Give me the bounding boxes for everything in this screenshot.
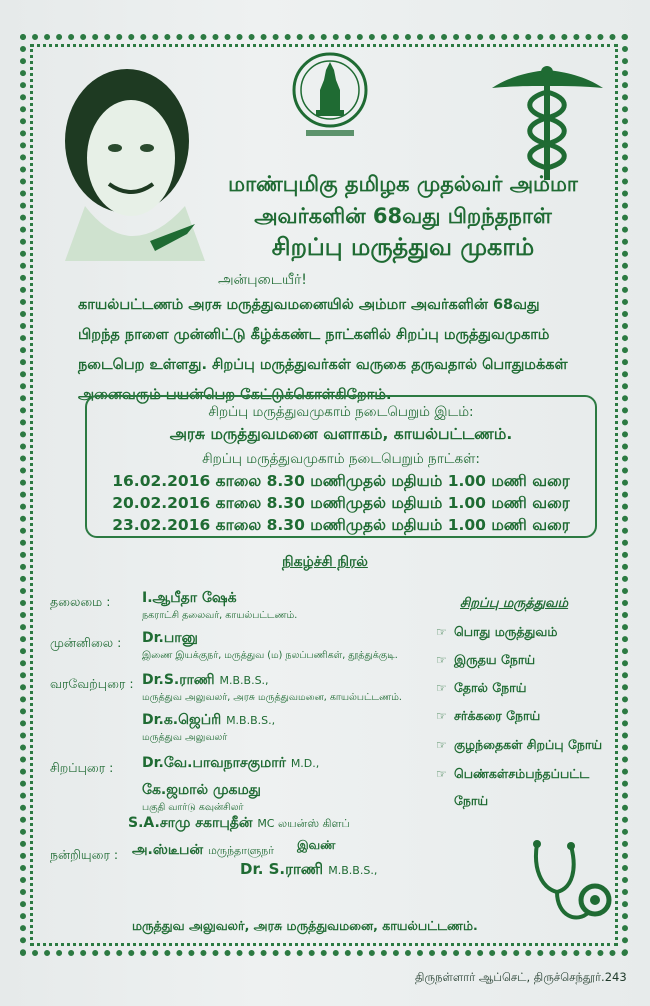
- lead-sub: இணை இயக்குநர், மருத்துவ (ம) நலப்பணிகள், தூத்துக்குடி.: [142, 650, 398, 661]
- specialty-item: [436, 652, 535, 669]
- doc2-sub: மருத்துவ அலுவலர்: [142, 732, 228, 743]
- specialty-item: [436, 624, 557, 641]
- guest2-sub: பகுதி வார்டு கவுன்சிலர்: [142, 802, 244, 813]
- doc2-name-text: Dr.க.ஜெப்ரி: [142, 712, 222, 728]
- pointing-hand-icon: ☞: [436, 653, 447, 667]
- intro-line: பிறந்த நாளை முன்னிட்டு கீழ்க்கண்ட நாட்களில் சிறப்பு மருத்துவமுகாம்: [78, 327, 550, 343]
- stethoscope-icon: [527, 838, 617, 930]
- welcome-sub: மருத்துவ அலுவலர், அரசு மருத்துவமனை, காயல்பட்டணம்.: [142, 692, 402, 703]
- header-title: சிறப்பு மருத்துவ முகாம்: [271, 233, 535, 261]
- specialty-label: தோல் நோய்: [454, 680, 527, 695]
- signature-degree: M.B.B.S.,: [328, 864, 378, 877]
- signature-by: இவண்: [297, 838, 336, 852]
- specialties-title: சிறப்பு மருத்துவம்: [460, 596, 569, 611]
- thanks-name: [132, 842, 274, 860]
- special-role: சிறப்புரை :: [50, 760, 114, 775]
- guest3-name-text: S.A.சாமு சகாபுதீன்: [128, 815, 253, 831]
- intro-line: நடைபெற உள்ளது. சிறப்பு மருத்துவர்கள் வருகை தருவதால் பொதுமக்கள்: [78, 357, 568, 373]
- welcome-name-text: Dr.S.ராணி: [142, 672, 215, 688]
- greeting: அன்புடையீர்!: [218, 272, 307, 288]
- program-title: நிகழ்ச்சி நிரல்: [282, 554, 368, 570]
- specialty-label: சர்க்கரை நோய்: [454, 708, 541, 723]
- thanks-sub: மருந்தாளுநர்: [207, 844, 274, 857]
- press-credit: திருநள்ளார் ஆப்செட், திருச்செந்தூர்.243: [415, 970, 627, 984]
- pointing-hand-icon: ☞: [436, 625, 447, 639]
- lead-role: முன்னிலை :: [50, 635, 122, 650]
- specialty-label: குழந்தைகள் சிறப்பு நோய்: [454, 737, 603, 752]
- signature-name-text: Dr. S.ராணி: [240, 860, 324, 878]
- doc2-degree: M.B.B.S.,: [226, 714, 276, 727]
- pointing-hand-icon: ☞: [436, 738, 447, 752]
- specialty-item: [436, 766, 589, 783]
- intro-line: காயல்பட்டணம் அரசு மருத்துவமனையில் அம்மா அவர்களின் 68வது: [78, 297, 540, 313]
- venue-label: சிறப்பு மருத்துவமுகாம் நடைபெறும் இடம்:: [208, 404, 474, 420]
- special-name: [142, 755, 319, 773]
- thanks-name-text: அ.ஸ்டீபன்: [132, 842, 204, 858]
- welcome-degree: M.B.B.S.,: [219, 674, 269, 687]
- venue: அரசு மருத்துவமனை வளாகம், காயல்பட்டணம்.: [169, 425, 513, 443]
- portrait-photo: [55, 56, 205, 261]
- signature-title: மருத்துவ அலுவலர், அரசு மருத்துவமனை, காயல்பட்டணம்.: [132, 918, 478, 933]
- date-row: 16.02.2016 காலை 8.30 மணிமுதல் மதியம் 1.00 மணி வரை: [112, 472, 570, 490]
- pointing-hand-icon: ☞: [436, 681, 447, 695]
- specialty-item: [436, 737, 602, 754]
- presiding-role: தலைமை :: [50, 594, 111, 609]
- specialty-item-continued: நோய்: [454, 793, 489, 808]
- thanks-role: நன்றியுரை :: [50, 847, 119, 862]
- header-line-2: அவர்களின் 68வது பிறந்தநாள்: [254, 204, 552, 228]
- special-degree: M.D.,: [290, 757, 320, 770]
- specialty-label: பொது மருத்துவம்: [454, 624, 558, 639]
- guest3-sub: MC லயன்ஸ் கிளப்: [257, 817, 350, 830]
- doc2-name: [142, 712, 275, 730]
- presiding-name: I.ஆபீதா ஷேக்: [142, 590, 237, 606]
- signature-name: [240, 860, 377, 880]
- dates-label: சிறப்பு மருத்துவமுகாம் நடைபெறும் நாட்கள்:: [202, 451, 480, 467]
- caduceus-icon: [490, 62, 605, 184]
- specialty-item: [436, 708, 540, 725]
- intro-paragraph: [78, 290, 598, 410]
- specialty-label: இருதய நோய்: [454, 652, 536, 667]
- welcome-name: [142, 672, 269, 690]
- pointing-hand-icon: ☞: [436, 709, 447, 723]
- special-name-text: Dr.வே.பாவநாசகுமார்: [142, 755, 286, 771]
- intro-line: அனைவரும் பயன்பெற கேட்டுக்கொள்கிறோம்.: [78, 387, 392, 403]
- date-row: 20.02.2016 காலை 8.30 மணிமுதல் மதியம் 1.00 மணி வரை: [112, 494, 570, 512]
- welcome-role: வரவேற்புரை :: [50, 676, 134, 691]
- specialty-label: பெண்கள்சம்பந்தப்பட்ட: [454, 766, 590, 781]
- header-line-1: மாண்புமிகு தமிழக முதல்வர் அம்மா: [228, 172, 578, 196]
- tamilnadu-emblem-icon: [290, 50, 370, 142]
- pointing-hand-icon: ☞: [436, 767, 447, 781]
- presiding-sub: நகராட்சி தலைவர், காயல்பட்டணம்.: [142, 610, 298, 621]
- specialty-item: [436, 680, 526, 697]
- date-row: 23.02.2016 காலை 8.30 மணிமுதல் மதியம் 1.00 மணி வரை: [112, 516, 570, 534]
- guest2-name: கே.ஜமால் முகமது: [142, 782, 261, 798]
- guest3-name: [128, 815, 350, 833]
- lead-name: Dr.பானு: [142, 630, 198, 646]
